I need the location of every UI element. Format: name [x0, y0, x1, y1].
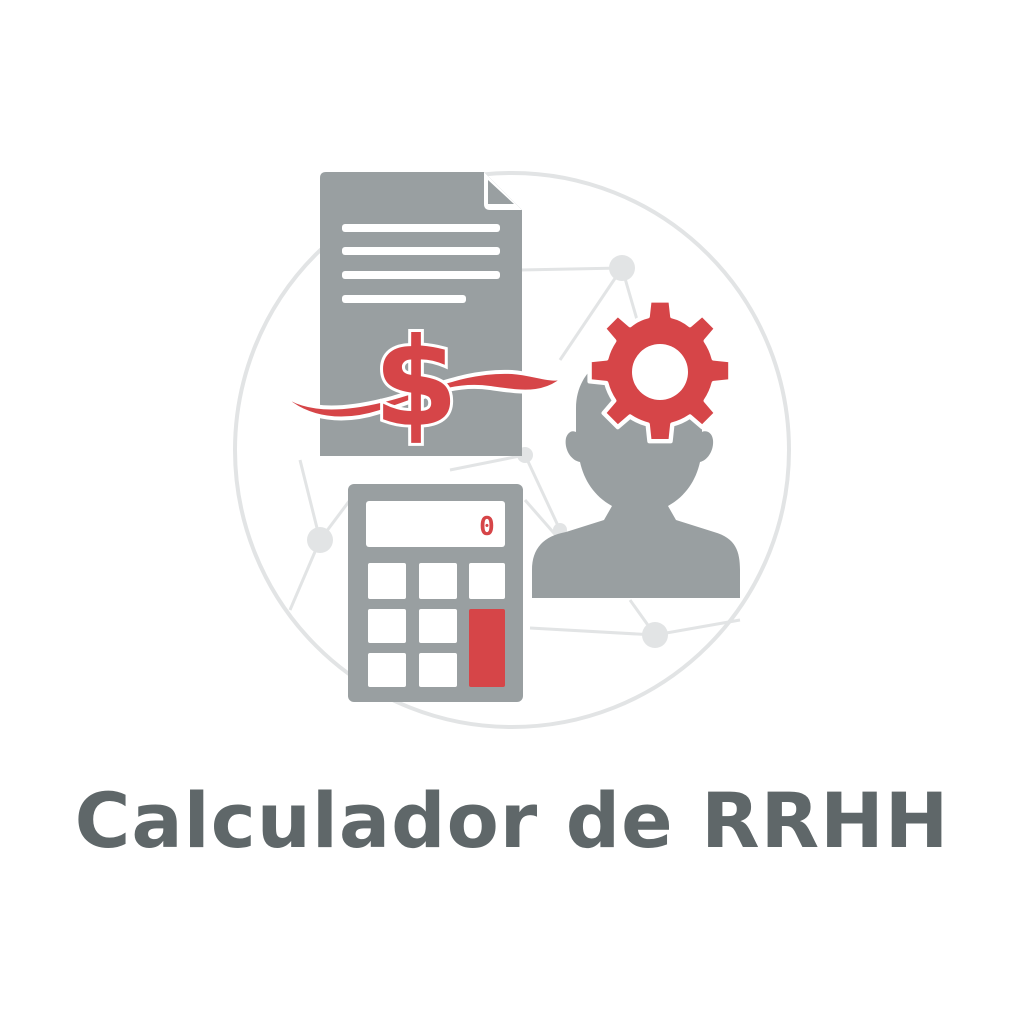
svg-text:$: $: [373, 312, 459, 454]
gear-hole: [632, 344, 688, 400]
calculator-display-value: 0: [479, 512, 495, 542]
gear-icon: [590, 300, 731, 441]
calculator-icon: [348, 484, 523, 702]
app-title: Calculador de RRHH: [74, 776, 950, 865]
dollar-sign-icon: [374, 312, 459, 454]
calculator-equals-key: [469, 609, 505, 687]
